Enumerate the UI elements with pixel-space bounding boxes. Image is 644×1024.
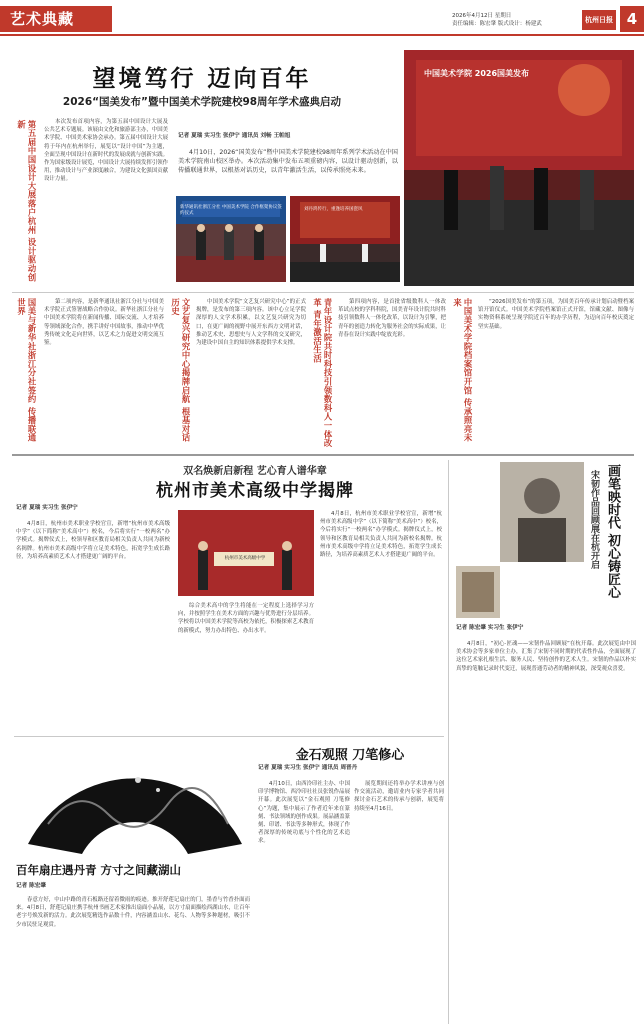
side-head-5: 中国美术学院档案馆开馆 传承照亮未来	[452, 298, 473, 443]
song-headline: 画笔映时代 初心铸匠心	[605, 464, 620, 599]
stage-photo-caption: 刘丹鸿传行，重逢培养国瓷风	[304, 207, 363, 212]
main-headline: 望境笃行 迈向百年	[92, 66, 312, 92]
divider	[12, 292, 634, 293]
gold-byline: 记者 夏瑞 实习生 张伊宁 通讯员 周晋丹	[258, 765, 358, 771]
portrait-photo	[500, 462, 584, 562]
school-byline: 记者 夏瑞 实习生 张伊宁	[16, 505, 78, 511]
song-subheadline: 宋韧作品回顾展在杭开启	[589, 470, 599, 569]
school-body: 4月8日，杭州市美术职业学校官宣，新增“杭州市美术高级中学”（以下简称“美术高中”）校名，今后将实行“一校两名”办学模式。揭牌仪式上，校领导和区教育局相关负责人共同为新校名揭牌。杭州市美术高级中学将立足美术特色，拓宽学生成长路径，为培养高素质艺术人才搭建更广阔的平台。	[16, 521, 170, 560]
ceremony-main-photo	[404, 50, 634, 286]
ceremony-main-photo-graphic	[404, 50, 634, 286]
side-head-2: 国美与新华社浙江分社签约 传播联通世界	[16, 298, 37, 443]
side-head-4: 青年设计院共时科技引领数科人一体改革 青年激活生活	[312, 298, 333, 448]
fan-byline: 记者 陈宏肇	[16, 883, 46, 889]
header-rule	[0, 34, 644, 36]
song-byline: 记者 陈宏肇 实习生 张伊宁	[456, 625, 524, 631]
article-main-col3: 第四项内容，是首批省级数科人一体改革试点校的学科科院，国美青年设计院共时科技引领数科人一体化改革，以设计为引擎，把青年的创造力转化为服务社会的实际成果，让青春在设计实践中绽放光彩。	[338, 299, 446, 338]
main-subheadline: 2026“国美发布”暨中国美术学院建校98周年学术盛典启动	[62, 96, 342, 108]
school-body-3: 4月8日，杭州市美术职业学校官宣，新增“杭州市美术高级中学”（以下简称“美术高中”）校名，今后将实行“一校两名”办学模式。揭牌仪式上，校领导和区教育局相关负责人共同为新校名揭牌。杭州市美术高级中学将立足美术特色，拓宽学生成长路径，为培养高素质艺术人才搭建更广阔的平台。	[320, 511, 442, 559]
gold-body-2: 展览期间还将举办学术讲座与创作交流活动，邀请业内专家学者共同探讨金石艺术的传承与创新，展览将持续至4月16日。	[354, 781, 444, 812]
page-header	[0, 0, 644, 34]
school-photo	[178, 510, 314, 596]
artwork-thumb-graphic	[456, 566, 500, 618]
school-body-2: 综合美术高中的学生将能在一定程度上选择学习方向，并按照学生在美术方面的兴趣与优势进行分层培养。学校将以中国美术学院等高校为依托，积极探索艺术教育的新模式，努力办出特色、办出水平。	[178, 603, 314, 634]
school-photo-graphic	[178, 510, 314, 596]
section-divider	[12, 454, 634, 456]
ceremony-photo-caption: 中国美术学院 2026国美发布	[424, 69, 530, 78]
page-number: 4	[620, 6, 644, 32]
portrait-photo-graphic	[500, 462, 584, 562]
main-byline: 记者 夏瑞 实习生 张伊宁 通讯员 刘畅 王帕旭	[178, 133, 291, 139]
fan-painting-graphic	[18, 744, 252, 856]
school-photo-caption: 杭州市美术高级中学	[224, 556, 266, 561]
issue-date: 2026年4月12日 星期日	[452, 13, 512, 19]
column-divider	[448, 460, 449, 1024]
school-headline: 杭州市美术高级中学揭牌	[156, 481, 354, 501]
fan-body: 春意方好，中山中路的青石板路还留着微雨的痕迹。推开舒莲记扇庄的门，墨香与竹香扑面而来。4月8日，舒莲记扇庄携手杭州书画艺术家推出扇面小品展，以方寸扇面描绘西湖山水，让百年老字号焕发新的活力。此次展览精选作品数十件，内容涵盖山水、花鸟、人物等多种题材，吸引不少市民驻足观赏。	[16, 897, 250, 928]
signing-photo-caption: 新华通讯社浙江分社 中国美术学院 合作框架协议签约仪式	[180, 205, 282, 216]
gold-body: 4月10日，由西泠印社主办、中国印学博物馆、西泠印社社员张锐作品展开幕。此次展览以“金石观照 刀笔修心”为题，集中展示了作者近年来在篆刻、书法领域的创作成果。展品涵盖篆刻、印谱、书法等多种形式，体现了作者深厚的传统功底与个性化的艺术追求。	[258, 781, 350, 845]
main-lead: 4月10日，2026“国美发布”暨中国美术学院建校98周年系列学术活动在中国美术学院南山校区举办。本次活动集中发布五项重磅内容，以设计驱动创新，以传播联通世界，以根基对话历史，以青年激活生活，以传承照亮未来。	[178, 149, 398, 174]
school-kicker: 双名焕新启新程 艺心育人谱华章	[183, 466, 327, 477]
divider	[14, 736, 444, 737]
editor-credits: 责任编辑：陈宏肇 版式设计：杨建武	[452, 21, 542, 27]
side-head-1: 第五届中国设计大展落户杭州 设计驱动创新	[16, 120, 37, 282]
section-title: 艺术典藏	[0, 6, 112, 32]
issue-meta	[452, 12, 580, 28]
gold-headline: 金石观照 刀笔修心	[295, 748, 405, 763]
newspaper-logo: 杭州日报	[582, 10, 616, 30]
article-main-col1: 本次发布首项内容，为第五届中国设计大展及公共艺术专题展。该展由文化和旅游部主办，中国美术学院、中国美术家协会承办。第五届中国设计大展将于年内在杭州举行，展览以“设计中国”为主题，全面呈现中国设计在新时代的发展成就与创新实践。作为国家级设计展览，中国设计大展持续发挥引领作用，推动设计与产业深度融合，为建设文化强国贡献设计力量。	[44, 119, 168, 183]
side-head-3: 文艺复兴研究中心揭牌启航 根基对话历史	[170, 298, 191, 443]
article-main-col4: “2026国美发布”的第五项，为国美百年传承计划启动暨档案馆开馆仪式。中国美术学院档案馆正式开馆，馆藏文献、图像与实物资料系统呈现学院近百年的办学历程，为迈向百年校庆奠定坚实基础。	[478, 299, 634, 330]
artwork-thumb	[456, 566, 500, 618]
article-main-col1b: 第二项内容，是新华通讯社浙江分社与中国美术学院正式签署战略合作协议。新华社浙江分社与中国美术学院将在新闻传播、国际交流、人才培养等领域深化合作，携手讲好中国故事，推动中华优秀传统文化走向世界，以艺术之力促进文明交流互鉴。	[44, 299, 164, 347]
article-main-col2: 中国美术学院“文艺复兴研究中心”的正式揭牌，是发布的第三项内容。该中心立足学院深厚的人文学术积累，以文艺复兴研究为切口，在更广阔的视野中展开东西方文明对话，推动艺术史、思想史与人文学科的交叉研究，为建设中国自主的知识体系提供学术支撑。	[196, 299, 306, 347]
stage-photo	[290, 196, 400, 282]
fan-painting	[18, 744, 252, 856]
fan-headline: 百年扇庄遇丹青 方寸之间藏湖山	[16, 863, 182, 877]
signing-photo	[176, 196, 286, 282]
song-body: 4月8日，“初心·匠魂——宋韧作品回顾展”在杭开幕。此次展览由中国美术协会等多家单位主办，汇集了宋韧不同时期的代表性作品，全面展现了这位艺术家扎根生活、服务人民、坚持创作的艺术人生。宋韧的作品以朴实真挚的笔触记录时代变迁，展现普通劳动者的精神风貌，深受观众喜爱。	[456, 641, 636, 672]
